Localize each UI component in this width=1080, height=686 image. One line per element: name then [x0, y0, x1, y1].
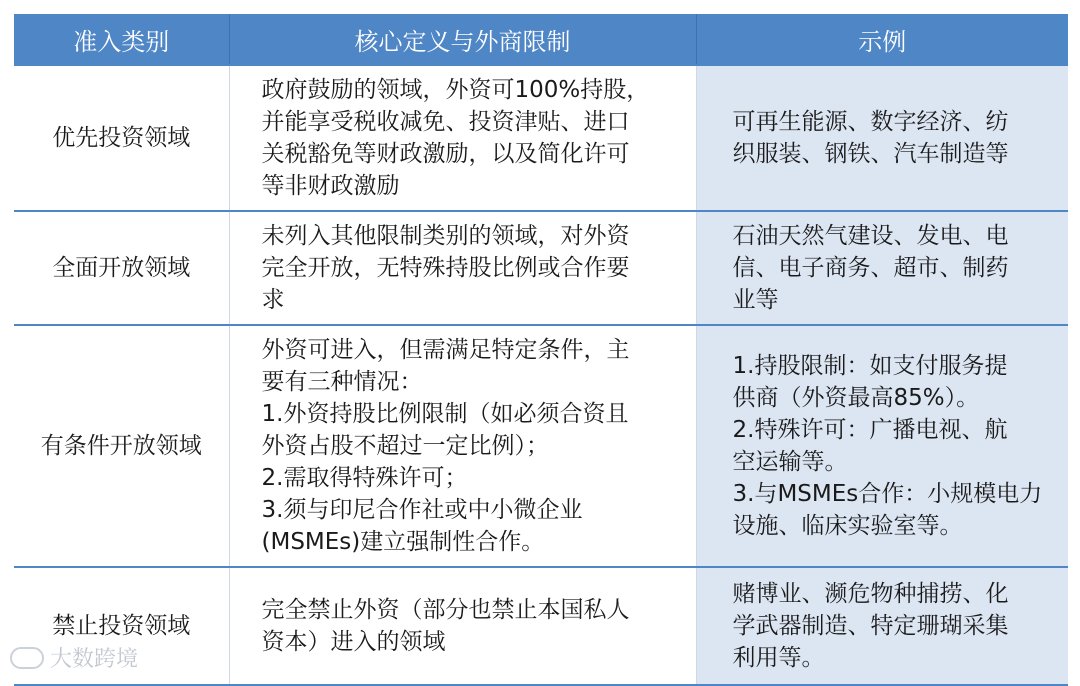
example-line: 利用等。 [732, 645, 825, 671]
table-row [14, 211, 1068, 325]
definition-line: 政府鼓励的领域，外资可100%持股， [261, 77, 650, 103]
definition-line: 完全禁止外资（部分也禁止本国私人 [261, 597, 630, 623]
example-line: 信、电子商务、超市、制药 [732, 255, 1009, 281]
definition-cell [229, 65, 696, 211]
definition-line: (MSMEs)建立强制性合作。 [261, 529, 545, 555]
definition-line: 资本）进入的领域 [261, 629, 446, 655]
watermark-text: 大数跨境 [50, 647, 139, 672]
example-cell [696, 65, 1068, 211]
example-line: 1.持股限制：如支付服务提 [732, 353, 1008, 379]
example-line: 业等 [732, 287, 779, 313]
example-line: 赌博业、濒危物种捕捞、化 [732, 581, 1009, 607]
definition-line: 1.外资持股比例限制（如必须合资且 [261, 401, 629, 427]
definition-line: 3.须与印尼合作社或中小微企业 [261, 497, 583, 523]
header-category: 准入类别 [14, 14, 229, 65]
table-row [14, 567, 1068, 685]
definition-line: 2.需取得特殊许可； [261, 465, 468, 491]
example-line: 织服装、钢铁、汽车制造等 [732, 141, 1009, 167]
definition-line: 求 [261, 287, 285, 313]
example-line: 空运输等。 [732, 449, 848, 475]
example-cell [696, 211, 1068, 325]
watermark [10, 642, 138, 673]
definition-line: 完全开放，无特殊持股比例或合作要 [261, 255, 630, 281]
definition-line: 未列入其他限制类别的领域，对外资 [261, 223, 630, 249]
example-cell [696, 325, 1068, 567]
example-line: 2.特殊许可：广播电视、航 [732, 417, 1008, 443]
example-line: 石油天然气建设、发电、电 [732, 223, 1009, 249]
table-header-row [14, 14, 1068, 65]
definition-line: 要有三种情况： [261, 369, 423, 395]
definition-cell [229, 211, 696, 325]
example-line: 设施、临床实验室等。 [732, 513, 963, 539]
table-row [14, 65, 1068, 211]
category-cell: 全面开放领域 [14, 211, 229, 325]
definition-line: 并能享受税收减免、投资津贴、进口 [261, 109, 630, 135]
category-cell: 禁止投资领域 [14, 567, 229, 685]
market-access-table-container [14, 14, 1068, 686]
example-cell [696, 567, 1068, 685]
definition-line: 外资可进入，但需满足特定条件，主 [261, 337, 630, 363]
example-line: 3.与MSMEs合作：小规模电力 [732, 481, 1043, 507]
table-row [14, 325, 1068, 567]
category-cell: 优先投资领域 [14, 65, 229, 211]
definition-line: 关税豁免等财政激励，以及简化许可 [261, 141, 630, 167]
example-line: 学武器制造、特定珊瑚采集 [732, 613, 1009, 639]
watermark-logo-icon [10, 647, 44, 669]
header-definition: 核心定义与外商限制 [229, 14, 696, 65]
definition-line: 外资占股不超过一定比例）； [261, 433, 549, 459]
header-example: 示例 [696, 14, 1068, 65]
example-line: 供商（外资最高85%）。 [732, 385, 980, 411]
definition-cell [229, 567, 696, 685]
market-access-table [14, 14, 1068, 686]
example-line: 可再生能源、数字经济、纺 [732, 109, 1009, 135]
definition-line: 等非财政激励 [261, 173, 400, 199]
definition-cell [229, 325, 696, 567]
category-cell: 有条件开放领域 [14, 325, 229, 567]
